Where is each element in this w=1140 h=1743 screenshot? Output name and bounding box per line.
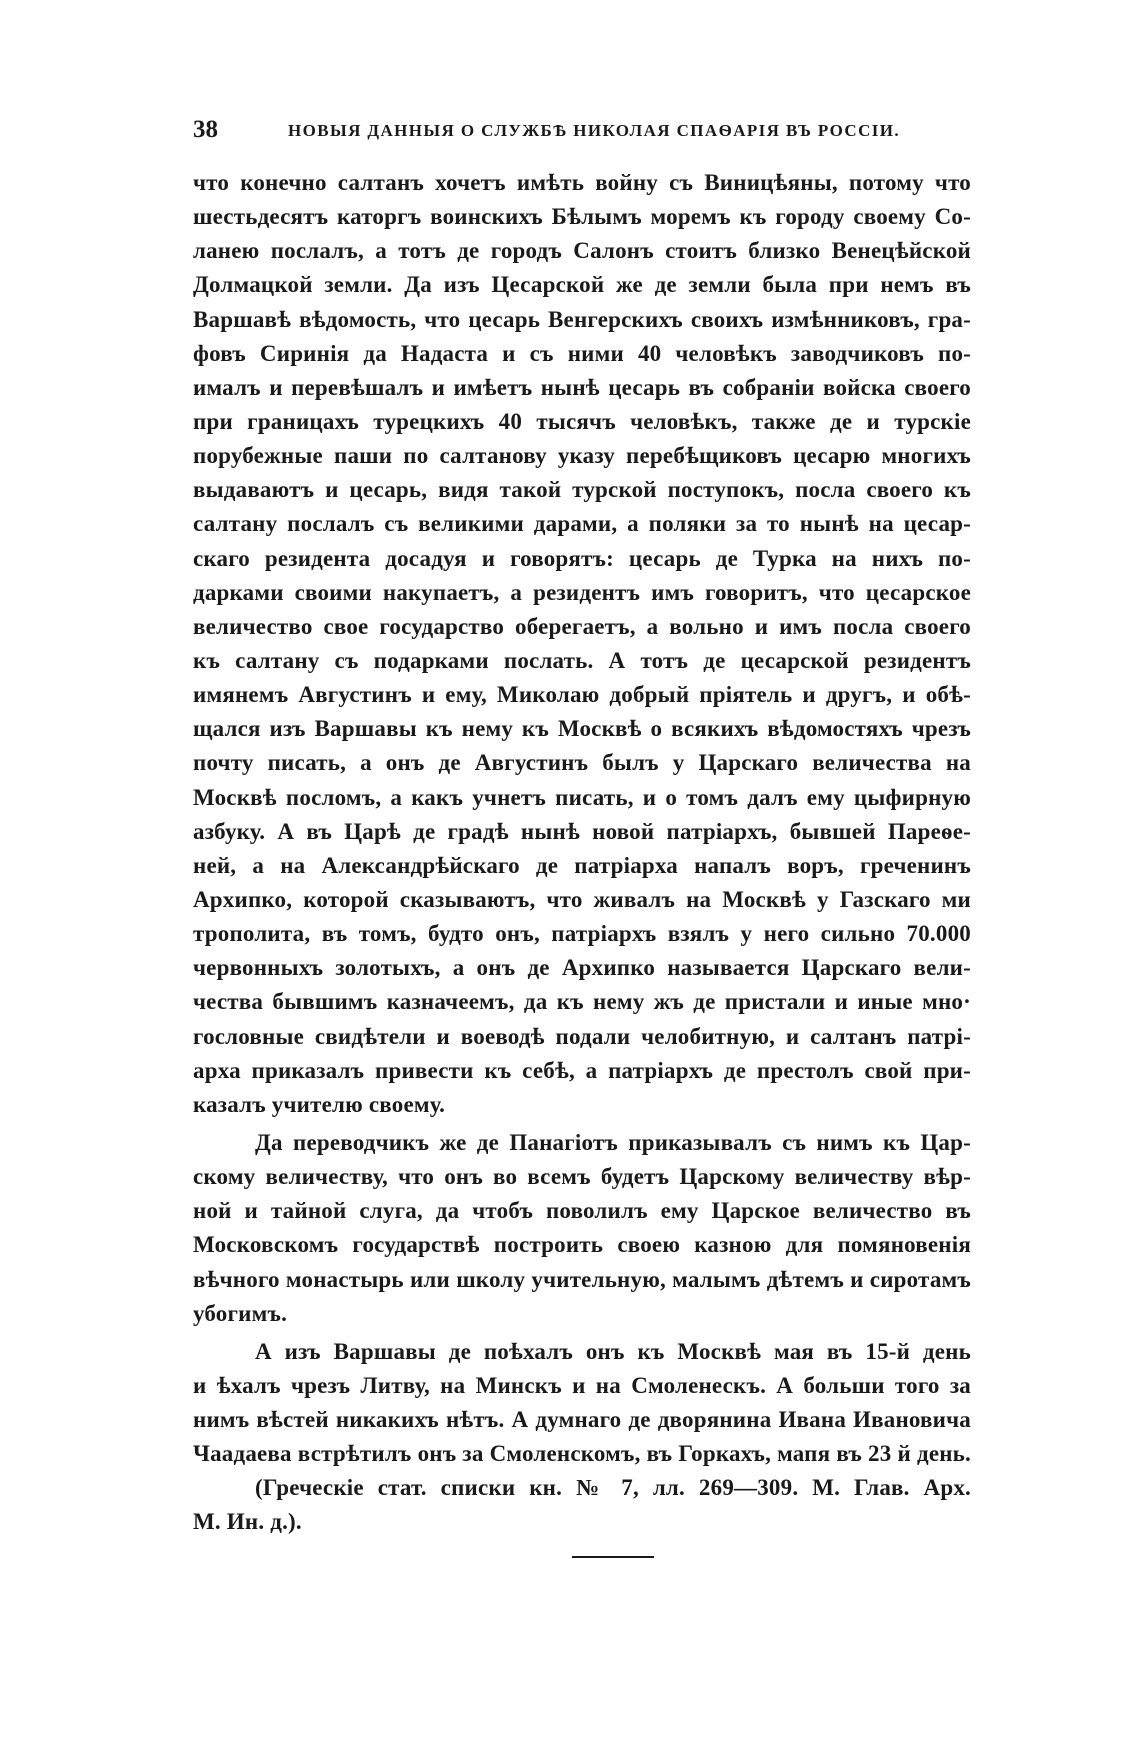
text-line: къ салтану съ подарками послать. А тотъ де цесарской резидентъ <box>193 647 971 673</box>
text-line: ной и тайной слуга, да чтобъ поволилъ ему Царское величество въ <box>193 1198 971 1224</box>
paragraph-first-line: А изъ Варшавы де поѣхалъ онъ къ Москвѣ мая въ 15-й день <box>255 1338 971 1364</box>
text-line: и ѣхалъ чрезъ Литву, на Минскъ и на Смоленескъ. А больши того за <box>193 1372 971 1398</box>
body-text <box>193 166 971 1540</box>
text-line: щался изъ Варшавы къ нему къ Москвѣ о всякихъ вѣдомостяхъ чрезъ <box>193 716 971 742</box>
page-number: 38 <box>193 116 218 143</box>
text-line: при границахъ турецкихъ 40 тысячъ человѣкъ, также де и турскіе <box>193 408 971 434</box>
text-line: что конечно салтанъ хочетъ имѣть войну съ Виницѣяны, потому что <box>193 170 971 195</box>
text-line: ималъ и перевѣшалъ и имѣетъ нынѣ цесарь въ собраніи войска своего <box>193 374 971 400</box>
text-line: фовъ Сиринія да Надаста и съ ними 40 человѣкъ заводчиковъ по- <box>193 340 971 366</box>
text-line: чества бывшимъ казначеемъ, да къ нему жъ де пристали и иные мно· <box>193 989 971 1015</box>
running-title: НОВЫЯ ДАННЫЯ О СЛУЖБѢ НИКОЛАЯ СПАѲАРІЯ ВЪ РОССІИ. <box>288 121 901 140</box>
text-line: имянемъ Августинъ и ему, Миколаю добрый пріятель и другъ, и обѣ- <box>193 682 971 708</box>
paragraph-first-line: Да переводчикъ же де Панагіотъ приказывалъ съ нимъ къ Цар- <box>255 1129 971 1155</box>
text-line: казалъ учителю своему. <box>193 1091 446 1117</box>
text-line: Архипко, которой сказываютъ, что живалъ на Москвѣ у Газскаго ми <box>193 886 971 912</box>
citation-line: М. Ин. д.). <box>193 1509 302 1535</box>
text-line: Чаадаева встрѣтилъ онъ за Смоленскомъ, въ Горкахъ, мапя въ 23 й день. <box>193 1441 971 1467</box>
text-line: ланею послалъ, а тотъ де городъ Салонъ стоитъ близко Венецѣйской <box>193 238 971 264</box>
text-line: трополита, въ томъ, будто онъ, патріархъ взялъ у него сильно 70.000 <box>193 921 971 947</box>
text-line: Долмацкой земли. Да изъ Цесарской же де земли была при немъ въ <box>193 272 971 298</box>
text-line: Москвѣ посломъ, а какъ учнетъ писать, и о томъ далъ ему цыфирную <box>193 784 971 810</box>
text-line: убогимъ. <box>193 1300 288 1326</box>
text-line: нимъ вѣстей никакихъ нѣтъ. А думнаго де дворянина Ивана Ивановича <box>193 1407 971 1433</box>
text-line: выдаваютъ и цесарь, видя такой турской поступокъ, посла своего къ <box>193 477 971 503</box>
text-line: скому величеству, что онъ во всемъ будетъ Царскому величеству вѣр- <box>193 1164 971 1190</box>
text-line: азбуку. А въ Царѣ де градѣ нынѣ новой патріархъ, бывшей Пареѳе- <box>193 818 971 844</box>
text-line: Московскомъ государствѣ построить своею казною для помяновенія <box>193 1232 971 1258</box>
text-line: червонныхъ золотыхъ, а онъ де Архипко называется Царскаго вели- <box>193 955 971 981</box>
citation-line: (Греческіе стат. списки кн. № 7, лл. 269—309. М. Глав. Арх. <box>255 1475 971 1501</box>
section-end-rule <box>572 1556 654 1558</box>
text-line: почту писать, а онъ де Августинъ былъ у Царскаго величества на <box>193 750 971 776</box>
text-line: ней, а на Александрѣйскаго де патріарха напалъ воръ, греченинъ <box>193 852 971 878</box>
running-header <box>193 116 968 150</box>
text-line: гословные свидѣтели и воеводѣ подали челобитную, и салтанъ патрі- <box>193 1023 971 1049</box>
text-line: скаго резидента досадуя и говорятъ: цесарь де Турка на нихъ по- <box>193 545 971 571</box>
text-line: дарками своими накупаетъ, а резидентъ имъ говоритъ, что цесарское <box>193 579 971 605</box>
text-line: вѣчного монастырь или школу учительную, малымъ дѣтемъ и сиротамъ <box>193 1266 971 1292</box>
text-line: Варшавѣ вѣдомость, что цесарь Венгерскихъ своихъ измѣнниковъ, гра- <box>193 306 971 332</box>
text-line: шестьдесятъ каторгъ воинскихъ Бѣлымъ моремъ къ городу своему Со- <box>193 204 971 230</box>
text-line: арха приказалъ привести къ себѣ, а патріархъ де престолъ свой при- <box>193 1057 971 1083</box>
text-line: порубежные паши по салтанову указу перебѣщиковъ цесарю многихъ <box>193 443 971 469</box>
text-line: величество свое государство оберегаетъ, а вольно и имъ посла своего <box>193 613 971 639</box>
text-line: салтану послалъ съ великими дарами, а поляки за то нынѣ на цесар- <box>193 511 971 537</box>
